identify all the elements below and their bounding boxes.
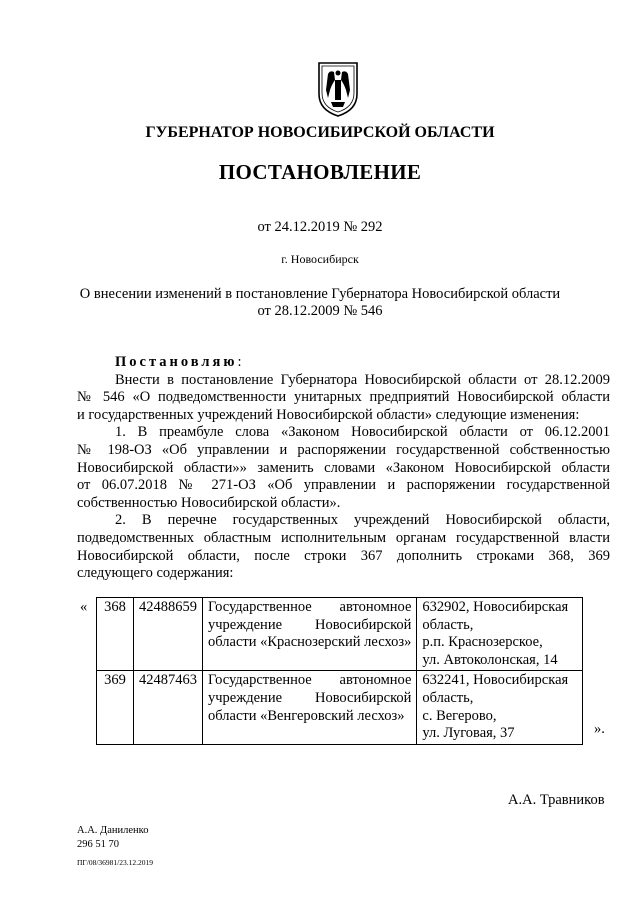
coat-of-arms-icon — [316, 60, 360, 118]
institution-address: 632902, Новосибирская область, р.п. Краснозерское, ул. Автоколонская, 14 — [417, 598, 583, 671]
body-line: № 198-ОЗ «Об управлении и распоряжении государственной собственностью — [77, 441, 610, 458]
body-line: Внести в постановление Губернатора Новосибирской области от 28.12.2009 — [115, 371, 610, 388]
subject-line: от 28.12.2009 № 546 — [257, 303, 383, 319]
resolve-line — [77, 354, 610, 372]
body-line: 2. В перечне государственных учреждений Новосибирской области, — [115, 512, 610, 529]
body-line: собственностью Новосибирской области». — [77, 494, 341, 511]
row-number: 369 — [97, 671, 134, 744]
authority-title: ГУБЕРНАТОР НОВОСИБИРСКОЙ ОБЛАСТИ — [145, 124, 495, 141]
body-line: Новосибирской области»» заменить словами «Законом Новосибирской области — [77, 459, 610, 476]
table-row — [97, 671, 583, 744]
document-city: г. Новосибирск — [281, 252, 359, 266]
document-code: ПГ/08/36981/23.12.2019 — [77, 858, 154, 867]
row-number: 368 — [97, 598, 134, 671]
subject-line: О внесении изменений в постановление Губернатора Новосибирской области — [79, 286, 561, 302]
body-line: 1. В преамбуле слова «Законом Новосибирской области от 06.12.2001 — [115, 424, 610, 441]
insert-table — [96, 597, 583, 745]
executor-phone: 296 51 70 — [77, 839, 119, 850]
document-type-title: ПОСТАНОВЛЕНИЕ — [218, 160, 422, 184]
body-line: Новосибирской области, после строки 367 дополнить строками 368, 369 — [77, 547, 610, 564]
institution-name: Государственное автономное учреждение Новосибирской области «Краснозерский лесхоз» — [203, 598, 417, 671]
table-row — [97, 598, 583, 671]
row-code: 42487463 — [134, 671, 203, 744]
row-code: 42488659 — [134, 598, 203, 671]
resolve-colon: : — [237, 354, 242, 370]
institution-name: Государственное автономное учреждение Новосибирской области «Венгеровский лесхоз» — [203, 671, 417, 744]
document-date-number: от 24.12.2019 № 292 — [257, 219, 383, 235]
document-body — [77, 354, 610, 583]
body-line: следующего содержания: — [77, 565, 234, 582]
body-line: подведомственных областным исполнительным органам государственной власти — [77, 529, 610, 546]
body-line: № 546 «О подведомственности унитарных предприятий Новосибирской области — [77, 389, 610, 406]
executor-name: А.А. Даниленко — [77, 825, 149, 836]
table-open-quote: « — [80, 599, 88, 615]
signature-name: А.А. Травников — [508, 792, 605, 808]
institution-address: 632241, Новосибирская область, с. Вегерово, ул. Луговая, 37 — [417, 671, 583, 744]
document-subject — [0, 286, 640, 320]
resolve-word: Постановляю — [115, 354, 238, 370]
body-line: от 06.07.2018 № 271-ОЗ «Об управлении и распоряжении государственной — [77, 477, 610, 494]
body-line: и государственных учреждений Новосибирской области» следующие изменения: — [77, 406, 580, 423]
table-close-quote: ». — [594, 721, 605, 737]
